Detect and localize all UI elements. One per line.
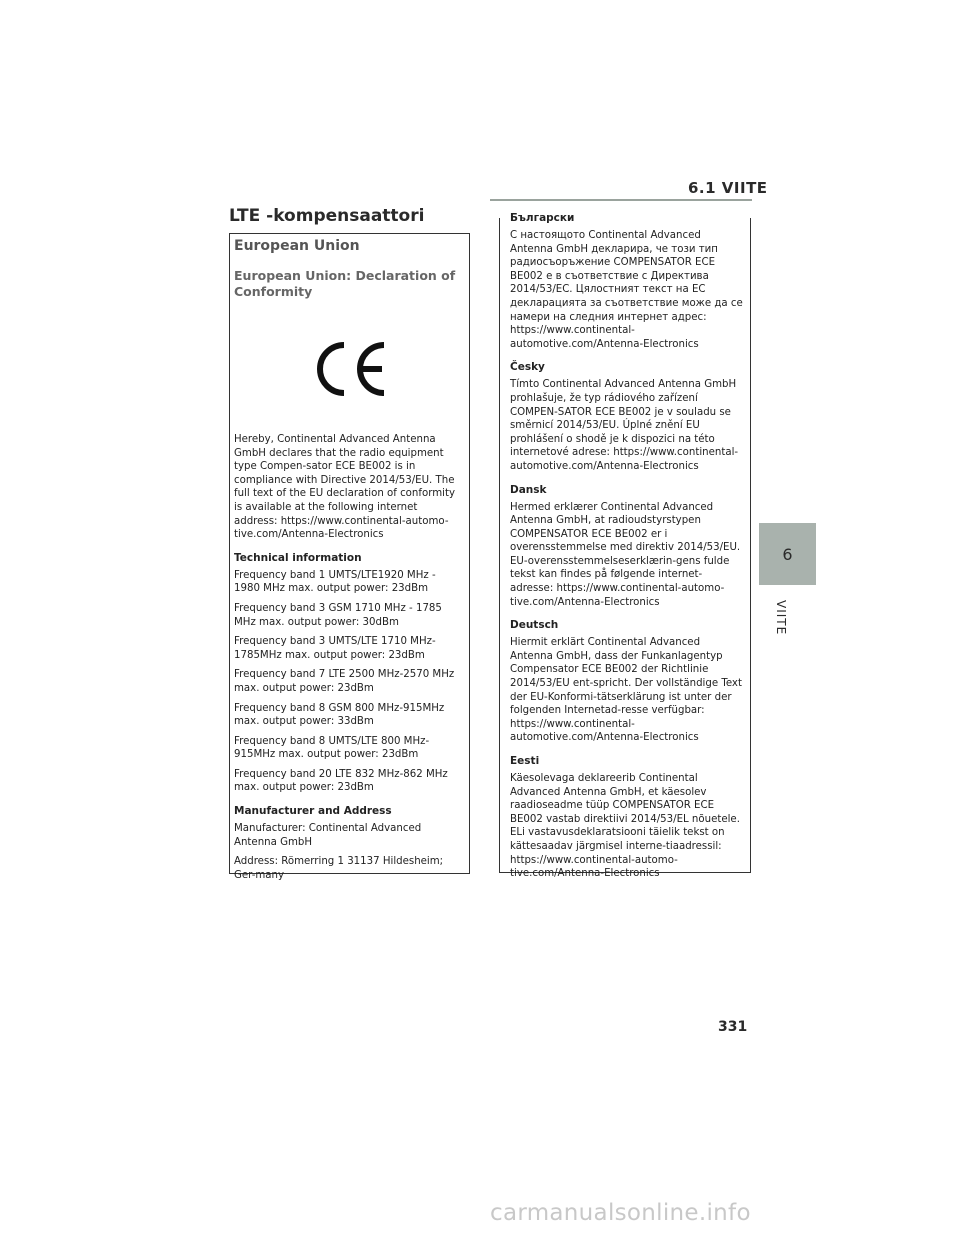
page-number: 331 <box>718 1019 748 1035</box>
chapter-label <box>766 592 806 636</box>
chapter-number: 6 <box>782 545 793 564</box>
chapter-label-text: VIITE <box>774 600 788 636</box>
tech-item: Frequency band 20 LTE 832 MHz-862 MHz max. output power: 23dBm <box>234 768 448 794</box>
watermark: carmanualsonline.info <box>490 1200 751 1226</box>
language-heading: Eesti <box>510 755 540 767</box>
tech-item: Frequency band 8 UMTS/LTE 800 MHz-915MHz max. output power: 23dBm <box>234 735 430 761</box>
manufacturer-address: Address: Römerring 1 31137 Hildesheim; Ger-many <box>234 856 444 881</box>
language-text: Hermed erklærer Continental Advanced Antenna GmbH, at radioudstyrstypen COMPENSATOR ECE BE002 er i overensstemmelse med direktiv 2014/53/EU. EU-overensstemmelseserklærin-gens fulde tekst kan findes på følgende internet-adresse: https://www.continental-automo-tive.com/Antenna-Electronics <box>510 501 741 608</box>
header-rule <box>490 199 752 201</box>
language-sections <box>510 212 744 887</box>
page-title: LTE -kompensaattori <box>229 206 425 226</box>
language-text: Tímto Continental Advanced Antenna GmbH prohlašuje, že typ rádiového zařízení COMPEN-SATOR ECE BE002 je v souladu se směrnicí 2014/53/EU. Úplné znění EU prohlášení o shodě je k dispozici na této internetové adrese: https://www.continental-automotive.com/Antenna-Electronics <box>510 379 739 472</box>
tech-item: Frequency band 3 UMTS/LTE 1710 MHz-1785MHz max. output power: 23dBm <box>234 636 436 661</box>
tech-item: Frequency band 8 GSM 800 MHz-915MHz max. output power: 33dBm <box>234 702 445 728</box>
eu-declaration-box <box>229 233 470 881</box>
tech-item: Frequency band 3 GSM 1710 MHz - 1785 MHz max. output power: 30dBm <box>234 602 442 628</box>
tech-heading: Technical information <box>234 551 362 564</box>
manufacturer-name: Manufacturer: Continental Advanced Antenna GmbH <box>234 823 422 848</box>
language-heading: Deutsch <box>510 619 559 632</box>
language-heading: Česky <box>510 361 545 374</box>
eu-title: European Union <box>234 238 360 254</box>
language-text: С настоящото Continental Advanced Antenna GmbH декларира, че този тип радиосъоръжение COMPENSATOR ECE BE002 е в съответствие с Директива 2014/53/ЕС. Цялостният текст на ЕС декларацията за съответствие може да се намери на следния интернет адрес: https://www.continental-automotive.com/Antenna-Electronics <box>510 230 743 350</box>
language-declarations-box <box>499 212 751 880</box>
language-text: Käesolevaga deklareerib Continental Advanced Antenna GmbH, et käesolev raadioseadme tüüp COMPENSATOR ECE BE002 vastab direktiivi 2014/53/EL nõuetele. ELi vastavusdeklaratsiooni täielik tekst on kättesaadav järgmisel interne-tiaadressil: https://www.continental-automo-tive.com/Antenna-Electronics <box>510 773 740 880</box>
manufacturer-heading: Manufacturer and Address <box>234 805 392 818</box>
chapter-tab[interactable] <box>759 523 816 585</box>
tech-item: Frequency band 7 LTE 2500 MHz-2570 MHz max. output power: 23dBm <box>234 669 455 694</box>
section-header: 6.1 VIITE <box>688 179 768 197</box>
language-heading: Dansk <box>510 483 547 496</box>
eu-subtitle: European Union: Declaration of Conformity <box>234 268 456 299</box>
language-text: Hiermit erklärt Continental Advanced Antenna GmbH, dass der Funkanlagentyp Compensator ECE BE002 der Richtlinie 2014/53/EU ent-spricht. Der vollständige Text der EU-Konformi-tätserklärung ist unter der folgenden Internetad-resse verfügbar: https://www.continental-automotive.com/Antenna-Electronics <box>510 637 742 744</box>
intro-text: Hereby, Continental Advanced Antenna GmbH declares that the radio equipment type Compen-sator ECE BE002 is in compliance with Directive 2014/53/EU. The full text of the EU declaration of conformity is available at the following internet address: https://www.continental-automo-tive.com/Antenna-Electronics <box>234 434 455 541</box>
tech-item: Frequency band 1 UMTS/LTE1920 MHz - 1980 MHz max. output power: 23dBm <box>234 569 436 595</box>
eu-content <box>234 433 463 888</box>
language-heading: Български <box>510 212 575 224</box>
ce-mark-icon <box>310 339 390 399</box>
